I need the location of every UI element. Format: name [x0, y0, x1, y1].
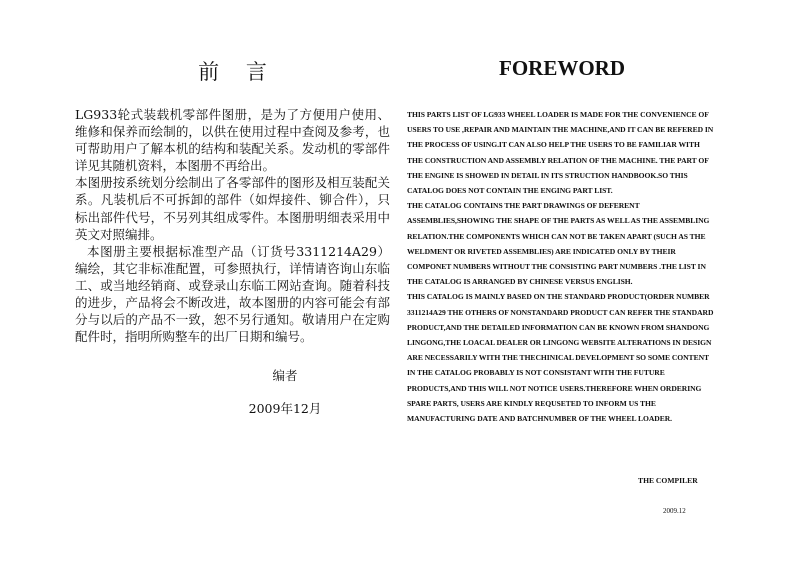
- chinese-foreword-column: [75, 56, 390, 345]
- english-compiler-signature: THE COMPILER: [638, 476, 698, 485]
- english-paragraph-2: THE CATALOG CONTAINS THE PART DRAWINGS OF DEFERENT ASSEMBLIES,SHOWING THE SHAPE OF THE PARTS AS WELL AS THE ASSEMBLING RELATION.THE COMPONENTS WHICH CAN NOT BE TAKEN APART (SUCH AS THE WELDMENT OR RIVETED ASSEMBLIES) ARE INDICATED ONLY BY THEIR COMPONET NUMBERS WITHOUT THE CONSISTING PART NUMBERS .THE LIST IN THE CATALOG IS ARRANGED BY CHINESE VERSUS ENGLISH.: [407, 201, 710, 287]
- chinese-paragraph-2: 本图册按系统划分绘制出了各零部件的图形及相互装配关系。凡装机后不可拆卸的部件（如焊接件、铆合件），只标出部件代号，不另列其组成零件。本图册明细表采用中英文对照编排。: [75, 175, 390, 242]
- chinese-paragraph-1: LG933轮式装载机零部件图册，是为了方便用户使用、维修和保养而绘制的，以供在使用过程中查阅及参考，也可帮助用户了解本机的结构和装配关系。发动机的零部件详见其随机资料，本图册不再给出。: [75, 107, 390, 174]
- chinese-date: 2009年12月: [248, 401, 322, 416]
- chinese-paragraph-3: 本图册主要根据标准型产品（订货号3311214A29）编绘，其它非标准配置，可参照执行，详情请咨询山东临工、或当地经销商、或登录山东临工网站查询。随着科技的进步，产品将会不断改进，故本图册的内容可能会有部分与以后的产品不一致，恕不另行通知。敬请用户在定购配件时，指明所购整车的出厂日期和编号。: [75, 243, 390, 345]
- english-title: FOREWORD: [499, 56, 625, 80]
- english-date: 2009.12: [663, 507, 686, 515]
- english-paragraph-1: THIS PARTS LIST OF LG933 WHEEL LOADER IS MADE FOR THE CONVENIENCE OF USERS TO USE ,REPAIR AND MAINTAIN THE MACHINE,AND IT CAN BE REFERED IN THE PROCESS OF USING.IT CAN ALSO HELP THE USERS TO BE FAMILIAR WITH THE CONSTRUCTION AND ASSEMBLY RELATION OF THE MACHINE. THE PART OF THE ENGINE IS SHOWED IN DETAIL IN ITS STRUCTION HANDBOOK.SO THIS CATALOG DOES NOT CONTAIN THE ENGING PART LIST.: [407, 110, 714, 196]
- chinese-editor-signature: 编者: [272, 368, 298, 383]
- chinese-title: 前 言: [198, 60, 277, 84]
- english-foreword-column: [407, 56, 717, 426]
- english-paragraph-3: THIS CATALOG IS MAINLY BASED ON THE STANDARD PRODUCT(ORDER NUMBER 3311214A29 THE OTHERS OF NONSTANDARD PRODUCT CAN REFER THE STANDARD PRODUCT,AND THE DETAILED INFORMATION CAN BE KNOWN FROM SHANDONG LINGONG,THE LOACAL DEALER OR LINGONG WEBSITE ALTERATIONS IN DESIGN ARE NECESSARILY WITH THE THECHINICAL DEVELOPMENT SO SOME CONTENT IN THE CATALOG PROBABLY IS NOT CONSISTANT WITH THE FUTURE PRODUCTS,AND THIS WILL NOT NOTICE USERS.THEREFORE WHEN ORDERING SPARE PARTS, USERS ARE KINDLY REQUSETED TO INFORM US THE MANUFACTURING DATE AND BATCHNUMBER OF THE WHEEL LOADER.: [407, 292, 714, 424]
